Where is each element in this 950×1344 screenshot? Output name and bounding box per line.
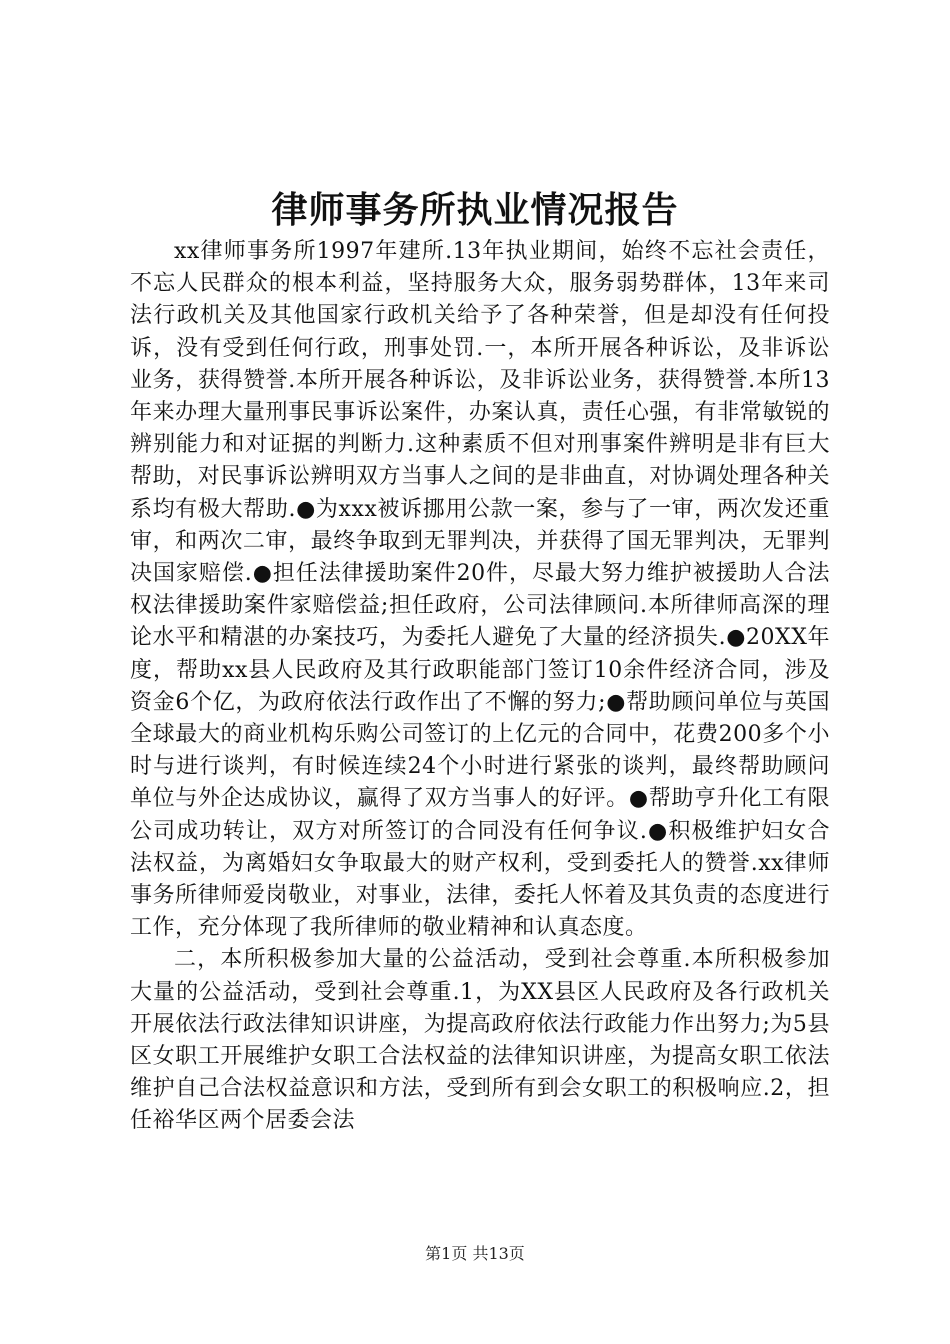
- document-title: 律师事务所执业情况报告: [271, 189, 679, 231]
- page-footer: 第1页 共13页: [425, 1244, 525, 1263]
- paragraph-1: xx律师事务所1997年建所.13年执业期间，始终不忘社会责任，不忘人民群众的根本利益，坚持服务大众，服务弱势群体，13年来司法行政机关及其他国家行政机关给予了各种荣誉，但是却没有任何投诉，没有受到任何行政，刑事处罚.一，本所开展各种诉讼，及非诉讼业务，获得赞誉.本所开展各种诉讼，及非诉讼业务，获得赞誉.本所13年来办理大量刑事民事诉讼案件，办案认真，责任心强，有非常敏锐的辨别能力和对证据的判断力.这种素质不但对刑事案件辨明是非有巨大帮助，对民事诉讼辨明双方当事人之间的是非曲直，对协调处理各种关系均有极大帮助.●为xxx被诉挪用公款一案，参与了一审，两次发还重审，和两次二审，最终争取到无罪判决，并获得了国无罪判决，无罪判决国家赔偿.●担任法律援助案件20件，尽最大努力维护被援助人合法权法律援助案件家赔偿益;担任政府，公司法律顾问.本所律师高深的理论水平和精湛的办案技巧，为委托人避免了大量的经济损失.●20XX年度，帮助xx县人民政府及其行政职能部门签订10余件经济合同，涉及资金6个亿，为政府依法行政作出了不懈的努力;●帮助顾问单位与英国全球最大的商业机构乐购公司签订的上亿元的合同中，花费200多个小时与进行谈判，有时候连续24个小时进行紧张的谈判，最终帮助顾问单位与外企达成协议，赢得了双方当事人的好评。●帮助亨升化工有限公司成功转让，双方对所签订的合同没有任何争议.●积极维护妇女合法权益，为离婚妇女争取最大的财产权利，受到委托人的赞誉.xx律师事务所律师爱岗敬业，对事业，法律，委托人怀着及其负责的态度进行工作，充分体现了我所律师的敬业精神和认真态度。: [130, 239, 830, 941]
- document-body: [130, 236, 830, 1138]
- paragraph-2: 二，本所积极参加大量的公益活动，受到社会尊重.本所积极参加大量的公益活动，受到社会尊重.1，为XX县区人民政府及各行政机关开展依法行政法律知识讲座，为提高政府依法行政能力作出努力;为5县区女职工开展维护女职工合法权益的法律知识讲座，为提高女职工依法维护自己合法权益意识和方法，受到所有到会女职工的积极响应.2，担任裕华区两个居委会法: [130, 947, 830, 1134]
